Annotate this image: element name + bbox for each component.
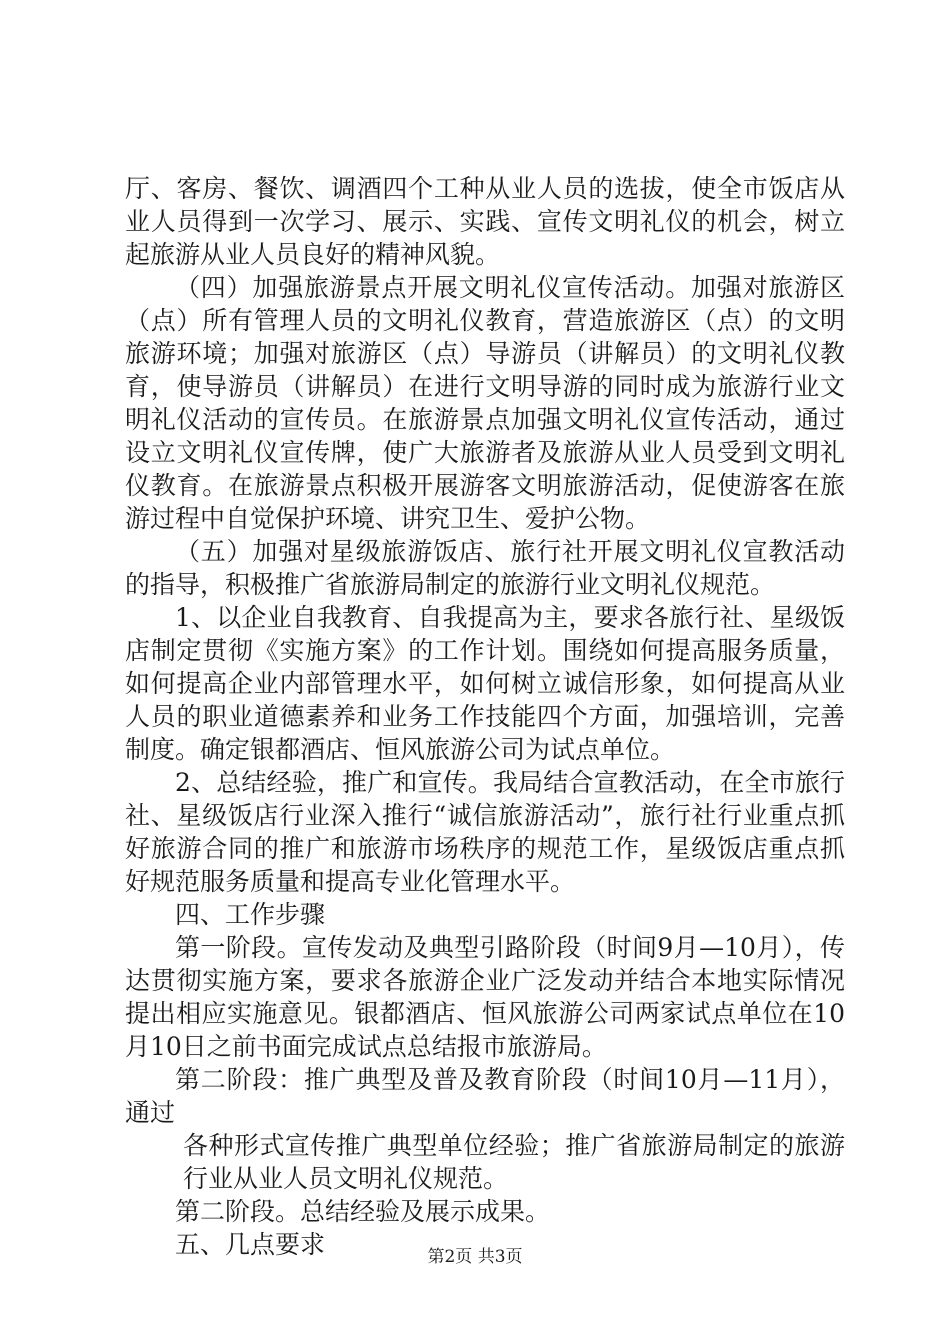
paragraph-item-2: 2、总结经验，推广和宣传。我局结合宣教活动，在全市旅行社、星级饭店行业深入推行“诚信旅游活动”，旅行社行业重点抓好旅游合同的推广和旅游市场秩序的规范工作，星级饭店重点抓好规范服务质量和提高专业化管理水平。	[125, 768, 845, 896]
paragraph-phase-2-continued: 各种形式宣传推广典型单位经验；推广省旅游局制定的旅游行业从业人员文明礼仪规范。	[183, 1131, 845, 1193]
section-heading-work-steps: 四、工作步骤	[175, 900, 326, 929]
document-body	[125, 172, 845, 1261]
paragraph-phase-3: 第二阶段。总结经验及展示成果。	[175, 1197, 551, 1226]
section-heading-requirements: 五、几点要求	[175, 1230, 326, 1259]
paragraph-star-hotels: （五）加强对星级旅游饭店、旅行社开展文明礼仪宣教活动的指导，积极推广省旅游局制定的旅游行业文明礼仪规范。	[125, 537, 845, 599]
page-number-footer: 第2页 共3页	[427, 1247, 523, 1267]
paragraph-scenic-spots: （四）加强旅游景点开展文明礼仪宣传活动。加强对旅游区（点）所有管理人员的文明礼仪教育，营造旅游区（点）的文明旅游环境；加强对旅游区（点）导游员（讲解员）的文明礼仪教育，使导游员（讲解员）在进行文明导游的同时成为旅游行业文明礼仪活动的宣传员。在旅游景点加强文明礼仪宣传活动，通过设立文明礼仪宣传牌，使广大旅游者及旅游从业人员受到文明礼仪教育。在旅游景点积极开展游客文明旅游活动，促使游客在旅游过程中自觉保护环境、讲究卫生、爱护公物。	[125, 273, 845, 533]
paragraph-item-1: 1、以企业自我教育、自我提高为主，要求各旅行社、星级饭店制定贯彻《实施方案》的工作计划。围绕如何提高服务质量，如何提高企业内部管理水平，如何树立诚信形象，如何提高从业人员的职业道德素养和业务工作技能四个方面，加强培训，完善制度。确定银都酒店、恒风旅游公司为试点单位。	[125, 603, 845, 764]
paragraph-phase-1: 第一阶段。宣传发动及典型引路阶段（时间9月—10月），传达贯彻实施方案，要求各旅游企业广泛发动并结合本地实际情况提出相应实施意见。银都酒店、恒风旅游公司两家试点单位在10月10日之前书面完成试点总结报市旅游局。	[125, 933, 845, 1061]
paragraph-continuation: 厅、客房、餐饮、调酒四个工种从业人员的选拔，使全市饭店从业人员得到一次学习、展示、实践、宣传文明礼仪的机会，树立起旅游从业人员良好的精神风貌。	[125, 174, 845, 269]
paragraph-phase-2: 第二阶段：推广典型及普及教育阶段（时间10月—11月），通过	[125, 1065, 845, 1127]
